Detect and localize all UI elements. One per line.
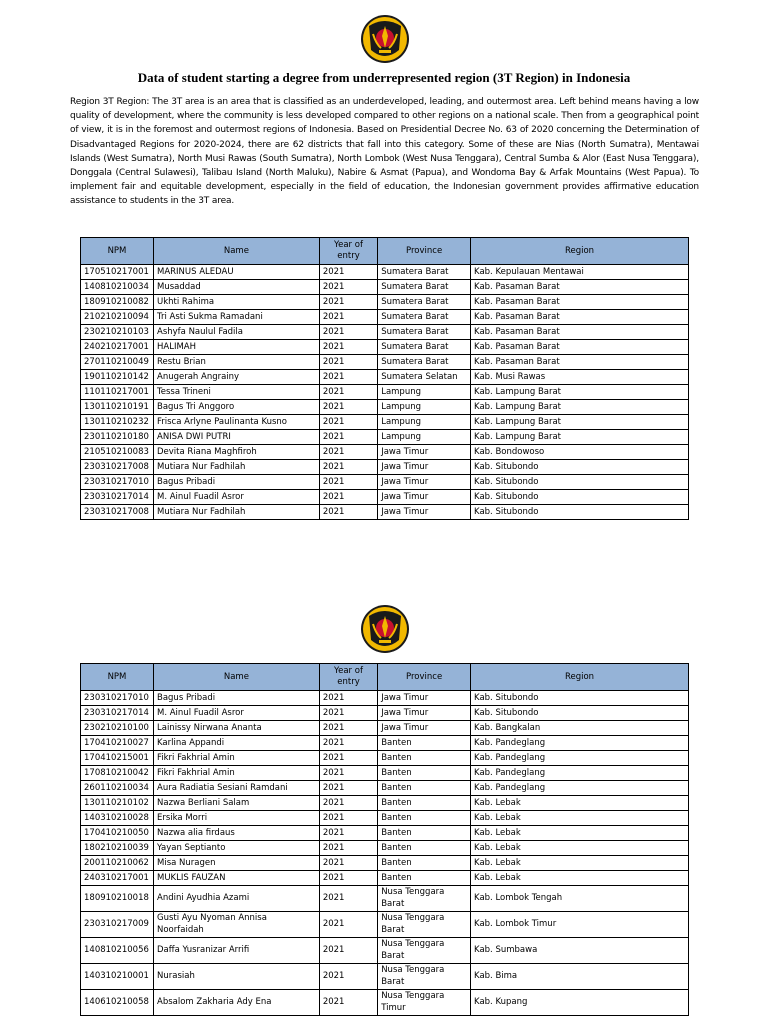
table-row	[81, 871, 689, 886]
table-row	[81, 460, 689, 475]
cell-year: 2021	[319, 912, 377, 938]
table-row	[81, 340, 689, 355]
cell-province: Banten	[378, 841, 471, 856]
cell-province: Jawa Timur	[378, 475, 471, 490]
cell-year: 2021	[319, 295, 377, 310]
cell-year: 2021	[319, 505, 377, 520]
table-row	[81, 938, 689, 964]
cell-npm: 170410210050	[81, 826, 154, 841]
cell-province: Jawa Timur	[378, 706, 471, 721]
cell-region: Kab. Kupang	[471, 990, 689, 1016]
cell-npm: 130110210102	[81, 796, 154, 811]
cell-name: M. Ainul Fuadil Asror	[154, 706, 320, 721]
cell-name: Tessa Trineni	[154, 385, 320, 400]
cell-npm: 140810210056	[81, 938, 154, 964]
cell-npm: 170810210042	[81, 766, 154, 781]
cell-year: 2021	[319, 706, 377, 721]
cell-name: Misa Nuragen	[154, 856, 320, 871]
cell-region: Kab. Pasaman Barat	[471, 280, 689, 295]
table-row	[81, 781, 689, 796]
column-header-year: Year of entry	[319, 238, 377, 265]
cell-name: HALIMAH	[154, 340, 320, 355]
cell-npm: 170410210027	[81, 736, 154, 751]
table-row	[81, 475, 689, 490]
cell-province: Jawa Timur	[378, 445, 471, 460]
table-row	[81, 796, 689, 811]
cell-year: 2021	[319, 460, 377, 475]
cell-name: Tri Asti Sukma Ramadani	[154, 310, 320, 325]
cell-year: 2021	[319, 370, 377, 385]
cell-province: Lampung	[378, 400, 471, 415]
cell-year: 2021	[319, 781, 377, 796]
column-header-province: Province	[378, 664, 471, 691]
column-header-region: Region	[471, 238, 689, 265]
cell-region: Kab. Lebak	[471, 811, 689, 826]
cell-region: Kab. Lampung Barat	[471, 430, 689, 445]
cell-province: Banten	[378, 871, 471, 886]
cell-name: Musaddad	[154, 280, 320, 295]
cell-npm: 130110210191	[81, 400, 154, 415]
cell-region: Kab. Bondowoso	[471, 445, 689, 460]
cell-province: Jawa Timur	[378, 721, 471, 736]
table-row	[81, 964, 689, 990]
cell-year: 2021	[319, 280, 377, 295]
cell-province: Banten	[378, 826, 471, 841]
cell-name: Fikri Fakhrial Amin	[154, 766, 320, 781]
table-row	[81, 912, 689, 938]
cell-province: Lampung	[378, 385, 471, 400]
cell-region: Kab. Situbondo	[471, 460, 689, 475]
cell-year: 2021	[319, 400, 377, 415]
cell-name: Anugerah Angrainy	[154, 370, 320, 385]
cell-region: Kab. Lombok Timur	[471, 912, 689, 938]
table-row	[81, 295, 689, 310]
table-row	[81, 355, 689, 370]
cell-region: Kab. Situbondo	[471, 475, 689, 490]
cell-year: 2021	[319, 990, 377, 1016]
cell-name: Frisca Arlyne Paulinanta Kusno	[154, 415, 320, 430]
cell-name: Daffa Yusranizar Arrifi	[154, 938, 320, 964]
table-row	[81, 310, 689, 325]
cell-name: Lainissy Nirwana Ananta	[154, 721, 320, 736]
table-row	[81, 400, 689, 415]
cell-year: 2021	[319, 766, 377, 781]
cell-year: 2021	[319, 964, 377, 990]
cell-province: Sumatera Barat	[378, 280, 471, 295]
cell-year: 2021	[319, 265, 377, 280]
cell-province: Banten	[378, 811, 471, 826]
cell-name: Ukhti Rahima	[154, 295, 320, 310]
cell-npm: 230310217008	[81, 460, 154, 475]
cell-region: Kab. Lampung Barat	[471, 415, 689, 430]
cell-npm: 140810210034	[81, 280, 154, 295]
cell-npm: 240210217001	[81, 340, 154, 355]
cell-npm: 230310217014	[81, 490, 154, 505]
cell-name: Bagus Tri Anggoro	[154, 400, 320, 415]
table-row	[81, 385, 689, 400]
cell-year: 2021	[319, 475, 377, 490]
cell-npm: 270110210049	[81, 355, 154, 370]
cell-npm: 230310217014	[81, 706, 154, 721]
table-row	[81, 990, 689, 1016]
cell-name: Bagus Pribadi	[154, 691, 320, 706]
cell-year: 2021	[319, 871, 377, 886]
cell-year: 2021	[319, 811, 377, 826]
table-row	[81, 445, 689, 460]
cell-region: Kab. Situbondo	[471, 490, 689, 505]
cell-province: Sumatera Barat	[378, 340, 471, 355]
university-logo	[359, 604, 411, 654]
cell-year: 2021	[319, 721, 377, 736]
cell-province: Lampung	[378, 415, 471, 430]
cell-npm: 260110210034	[81, 781, 154, 796]
table-row	[81, 505, 689, 520]
cell-year: 2021	[319, 826, 377, 841]
cell-name: Fikri Fakhrial Amin	[154, 751, 320, 766]
cell-name: Devita Riana Maghfiroh	[154, 445, 320, 460]
cell-npm: 140310210028	[81, 811, 154, 826]
cell-province: Sumatera Barat	[378, 265, 471, 280]
cell-year: 2021	[319, 751, 377, 766]
cell-npm: 210510210083	[81, 445, 154, 460]
cell-province: Nusa Tenggara Timur	[378, 990, 471, 1016]
cell-npm: 240310217001	[81, 871, 154, 886]
cell-province: Sumatera Barat	[378, 355, 471, 370]
cell-year: 2021	[319, 340, 377, 355]
column-header-npm: NPM	[81, 664, 154, 691]
table-row	[81, 325, 689, 340]
cell-region: Kab. Bima	[471, 964, 689, 990]
table-header-row	[81, 238, 689, 265]
cell-region: Kab. Lombok Tengah	[471, 886, 689, 912]
cell-npm: 230310217010	[81, 475, 154, 490]
cell-region: Kab. Situbondo	[471, 691, 689, 706]
cell-region: Kab. Situbondo	[471, 505, 689, 520]
cell-name: Bagus Pribadi	[154, 475, 320, 490]
cell-province: Jawa Timur	[378, 505, 471, 520]
cell-region: Kab. Lampung Barat	[471, 385, 689, 400]
cell-province: Jawa Timur	[378, 460, 471, 475]
cell-name: Restu Brian	[154, 355, 320, 370]
cell-year: 2021	[319, 415, 377, 430]
table-row	[81, 490, 689, 505]
cell-npm: 230310217008	[81, 505, 154, 520]
cell-region: Kab. Pandeglang	[471, 751, 689, 766]
cell-province: Banten	[378, 766, 471, 781]
cell-name: MARINUS ALEDAU	[154, 265, 320, 280]
cell-year: 2021	[319, 445, 377, 460]
cell-name: Ersika Morri	[154, 811, 320, 826]
column-header-year: Year of entry	[319, 664, 377, 691]
description-paragraph: Region 3T Region: The 3T area is an area that is classified as an underdeveloped, leading, and outermost area. Left behind means having a low quality of development, where the community is less developed compared to other regions on a national scale. Then from a geographical point of view, it is in the foremost and outermost regions of Indonesia. Based on Presidential Decree No. 63 of 2020 concerning the Determination of Disadvantaged Regions for 2020-2024, there are 62 districts that fall into this category. Some of these are Nias (North Sumatra), Mentawai Islands (West Sumatra), North Musi Rawas (South Sumatra), North Lombok (West Nusa Tenggara), Central Sumba & Alor (East Nusa Tenggara), Donggala (Central Sulawesi), Talibau Island (North Maluku), Nabire & Asmat (Papua), and Wondoma Bay & Arfak Mountains (West Papua). To implement fair and equitable development, especially in the field of education, the Indonesian government provides affirmative education assistance to students in the 3T area.	[70, 97, 699, 207]
cell-region: Kab. Kepulauan Mentawai	[471, 265, 689, 280]
students-table-1	[80, 237, 689, 520]
cell-region: Kab. Situbondo	[471, 706, 689, 721]
cell-year: 2021	[319, 938, 377, 964]
table-row	[81, 826, 689, 841]
cell-name: Mutiara Nur Fadhilah	[154, 460, 320, 475]
cell-name: ANISA DWI PUTRI	[154, 430, 320, 445]
cell-province: Lampung	[378, 430, 471, 445]
column-header-name: Name	[154, 238, 320, 265]
cell-name: Andini Ayudhia Azami	[154, 886, 320, 912]
table-row	[81, 841, 689, 856]
cell-year: 2021	[319, 691, 377, 706]
cell-province: Jawa Timur	[378, 490, 471, 505]
cell-npm: 210210210094	[81, 310, 154, 325]
table-row	[81, 691, 689, 706]
cell-province: Banten	[378, 736, 471, 751]
cell-region: Kab. Lebak	[471, 826, 689, 841]
cell-npm: 110110217001	[81, 385, 154, 400]
cell-province: Nusa Tenggara Barat	[378, 938, 471, 964]
cell-npm: 230310217010	[81, 691, 154, 706]
cell-name: Nazwa alia firdaus	[154, 826, 320, 841]
cell-npm: 190110210142	[81, 370, 154, 385]
cell-region: Kab. Pandeglang	[471, 766, 689, 781]
students-table-2	[80, 663, 689, 1016]
cell-region: Kab. Lebak	[471, 841, 689, 856]
cell-name: Aura Radiatia Sesiani Ramdani	[154, 781, 320, 796]
cell-name: Yayan Septianto	[154, 841, 320, 856]
cell-name: Nurasiah	[154, 964, 320, 990]
cell-province: Banten	[378, 856, 471, 871]
table-row	[81, 736, 689, 751]
cell-npm: 180910210082	[81, 295, 154, 310]
cell-year: 2021	[319, 355, 377, 370]
cell-year: 2021	[319, 856, 377, 871]
cell-province: Sumatera Selatan	[378, 370, 471, 385]
cell-npm: 230310217009	[81, 912, 154, 938]
cell-province: Nusa Tenggara Barat	[378, 964, 471, 990]
cell-province: Banten	[378, 781, 471, 796]
cell-region: Kab. Lampung Barat	[471, 400, 689, 415]
cell-province: Banten	[378, 751, 471, 766]
cell-npm: 230210210100	[81, 721, 154, 736]
cell-npm: 140310210001	[81, 964, 154, 990]
cell-province: Jawa Timur	[378, 691, 471, 706]
cell-region: Kab. Lebak	[471, 856, 689, 871]
cell-region: Kab. Pasaman Barat	[471, 340, 689, 355]
table-row	[81, 856, 689, 871]
table-row	[81, 430, 689, 445]
table-row	[81, 751, 689, 766]
cell-npm: 180910210018	[81, 886, 154, 912]
cell-year: 2021	[319, 841, 377, 856]
cell-region: Kab. Musi Rawas	[471, 370, 689, 385]
cell-region: Kab. Bangkalan	[471, 721, 689, 736]
table-row	[81, 811, 689, 826]
cell-year: 2021	[319, 430, 377, 445]
cell-region: Kab. Pasaman Barat	[471, 325, 689, 340]
page-title: Data of student starting a degree from underrepresented region (3T Region) in Indonesia	[137, 70, 631, 85]
table-row	[81, 370, 689, 385]
cell-npm: 170510217001	[81, 265, 154, 280]
cell-province: Nusa Tenggara Barat	[378, 912, 471, 938]
cell-year: 2021	[319, 325, 377, 340]
cell-name: Ashyfa Naulul Fadila	[154, 325, 320, 340]
table-row	[81, 721, 689, 736]
cell-year: 2021	[319, 310, 377, 325]
cell-region: Kab. Pasaman Barat	[471, 355, 689, 370]
cell-region: Kab. Pasaman Barat	[471, 310, 689, 325]
university-logo	[359, 14, 411, 64]
cell-npm: 130110210232	[81, 415, 154, 430]
cell-region: Kab. Lebak	[471, 796, 689, 811]
cell-province: Sumatera Barat	[378, 310, 471, 325]
cell-name: Gusti Ayu Nyoman Annisa Noorfaidah	[154, 912, 320, 938]
cell-npm: 230210210103	[81, 325, 154, 340]
cell-province: Nusa Tenggara Barat	[378, 886, 471, 912]
column-header-region: Region	[471, 664, 689, 691]
cell-province: Sumatera Barat	[378, 325, 471, 340]
table-row	[81, 766, 689, 781]
cell-year: 2021	[319, 796, 377, 811]
cell-name: M. Ainul Fuadil Asror	[154, 490, 320, 505]
cell-npm: 140610210058	[81, 990, 154, 1016]
table-header-row	[81, 664, 689, 691]
cell-name: MUKLIS FAUZAN	[154, 871, 320, 886]
column-header-npm: NPM	[81, 238, 154, 265]
cell-npm: 180210210039	[81, 841, 154, 856]
table-row	[81, 280, 689, 295]
cell-region: Kab. Lebak	[471, 871, 689, 886]
cell-name: Absalom Zakharia Ady Ena	[154, 990, 320, 1016]
cell-name: Mutiara Nur Fadhilah	[154, 505, 320, 520]
column-header-name: Name	[154, 664, 320, 691]
cell-year: 2021	[319, 886, 377, 912]
cell-region: Kab. Sumbawa	[471, 938, 689, 964]
university-crest-icon	[361, 605, 409, 653]
column-header-province: Province	[378, 238, 471, 265]
cell-year: 2021	[319, 736, 377, 751]
table-row	[81, 706, 689, 721]
cell-year: 2021	[319, 385, 377, 400]
cell-year: 2021	[319, 490, 377, 505]
cell-npm: 200110210062	[81, 856, 154, 871]
cell-province: Sumatera Barat	[378, 295, 471, 310]
cell-region: Kab. Pandeglang	[471, 736, 689, 751]
table-row	[81, 886, 689, 912]
cell-npm: 170410215001	[81, 751, 154, 766]
cell-region: Kab. Pasaman Barat	[471, 295, 689, 310]
table-row	[81, 415, 689, 430]
cell-name: Nazwa Berliani Salam	[154, 796, 320, 811]
table-row	[81, 265, 689, 280]
cell-name: Karlina Appandi	[154, 736, 320, 751]
cell-region: Kab. Pandeglang	[471, 781, 689, 796]
cell-npm: 230110210180	[81, 430, 154, 445]
university-crest-icon	[361, 15, 409, 63]
cell-province: Banten	[378, 796, 471, 811]
